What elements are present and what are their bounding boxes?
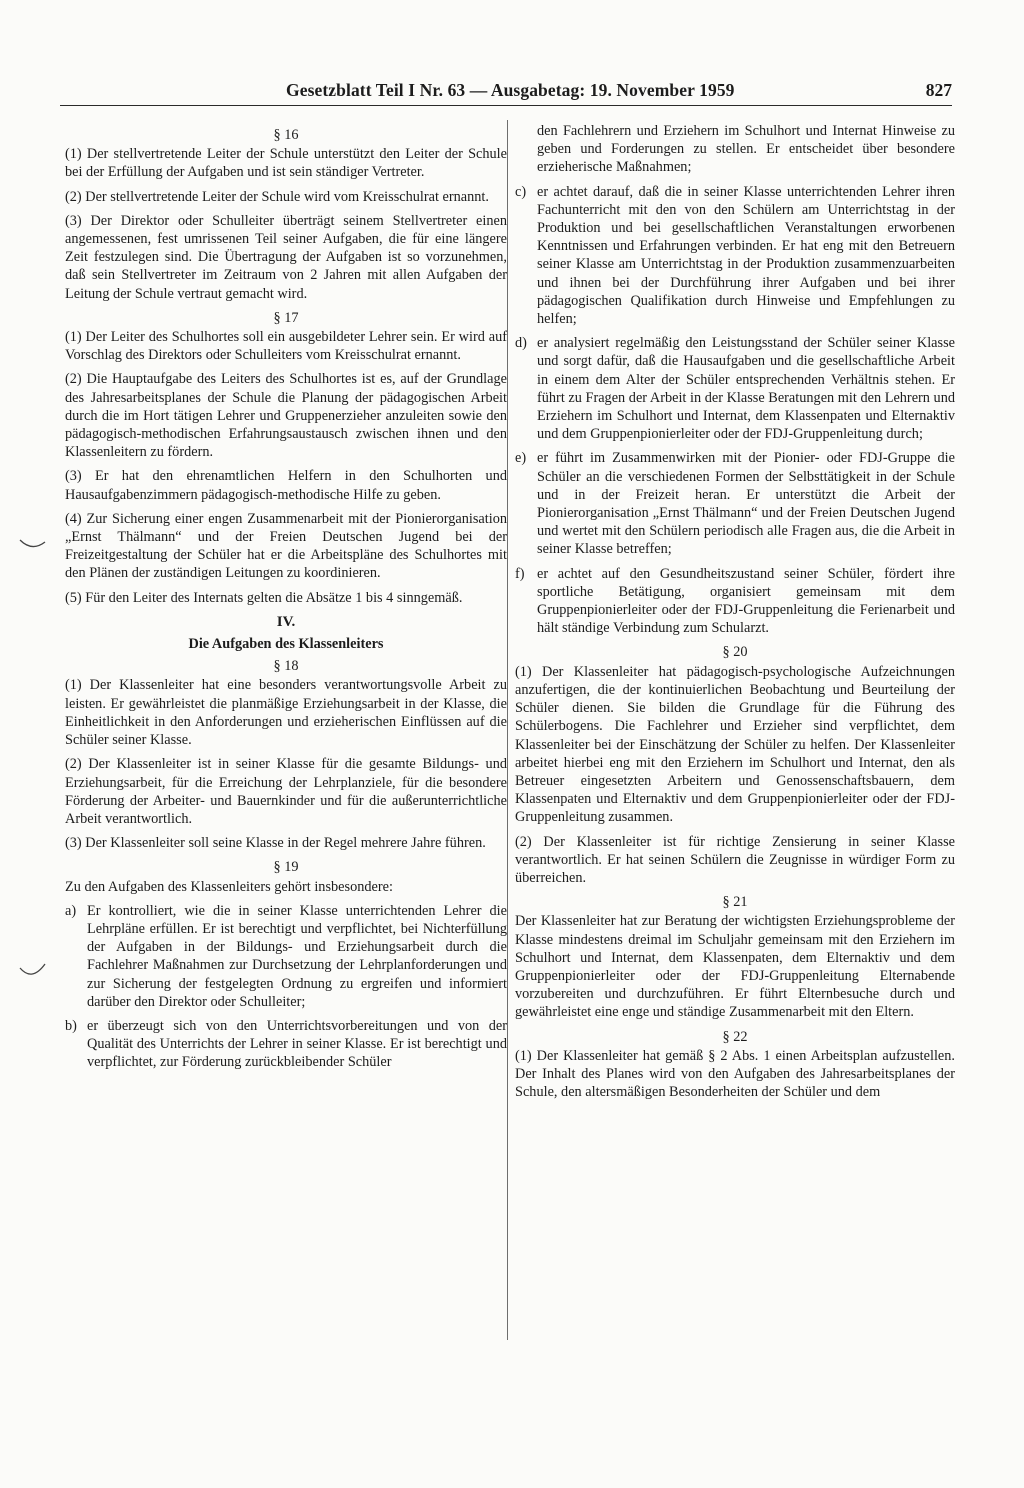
section-heading-21: § 21: [722, 894, 748, 911]
list-item: [65, 902, 507, 1011]
margin-pencil-mark: [18, 962, 48, 982]
list-item-label: b): [65, 1017, 77, 1034]
paragraph: (1) Der Leiter des Schulhortes soll ein ausgebildeter Lehrer sein. Er wird auf Vorschlag des Direktors oder Schulleiters vom Kreisschulrat ernannt.: [65, 329, 507, 364]
paragraph: (2) Der Klassenleiter ist in seiner Klasse für die gesamte Bildungs- und Erziehungsarbeit, für die Erreichung der Lehrplanziele, für die besondere Förderung der Arbeiter- und Bauernkinder und für die außerunterrichtliche Arbeit verantwortlich.: [65, 756, 507, 827]
list-item-text: er achtet auf den Gesundheitszustand seiner Schüler, fördert ihre sportliche Betätigung, organisiert gemeinsam mit dem Gruppenpionierleiter oder der FDJ-Gruppenleitung die Ferienarbeit und hält ständige Verbindung zum Schularzt.: [537, 565, 955, 637]
header-rule: [60, 105, 952, 106]
margin-pencil-mark: [18, 536, 48, 552]
section-heading-19: § 19: [273, 859, 299, 876]
chapter-number: IV.: [276, 613, 296, 630]
left-column: [65, 122, 507, 1078]
paragraph: (5) Für den Leiter des Internats gelten die Absätze 1 bis 4 sinngemäß.: [65, 589, 463, 606]
chapter-title: Die Aufgaben des Klassenleiters: [188, 636, 384, 653]
list-item-label: f): [515, 565, 525, 582]
section-heading-18: § 18: [273, 658, 299, 675]
page-number: 827: [925, 80, 952, 100]
paragraph: Zu den Aufgaben des Klassenleiters gehört insbesondere:: [65, 878, 393, 895]
paragraph: (2) Der stellvertretende Leiter der Schule wird vom Kreisschulrat ernannt.: [65, 188, 489, 205]
list-item-label: a): [65, 902, 77, 919]
right-column: [515, 122, 955, 1107]
list-item: [515, 334, 955, 443]
paragraph: (1) Der Klassenleiter hat gemäß § 2 Abs. 1 einen Arbeitsplan aufzustellen. Der Inhalt des Planes wird von den Aufgaben des Jahresarbeitsplanes der Schule, den altersmäßigen Besonderheiten der Schüler und dem: [515, 1047, 955, 1101]
list-item-text: er achtet darauf, daß die in seiner Klasse unterrichtenden Lehrer ihren Fachunterricht mit den von den Schülern am Unterrichtstag in der Produktion und bei gesellschaftlichen Veranstaltungen erworbenen Kenntnissen und Erfahrungen verbinden. Er hat eng mit den Betreuern seiner Klasse am Unterrichtstag in der Produktion zusammenzuarbeiten und ihnen bei der Durchführung ihrer Aufgaben und bei ihrer pädagogischen Qualifikation durch Hinweise und Empfehlungen zu helfen;: [537, 183, 955, 328]
list-item-label: c): [515, 183, 527, 200]
list-item: [515, 565, 955, 638]
section-heading-16: § 16: [273, 127, 299, 143]
list-item-text: er überzeugt sich von den Unterrichtsvorbereitungen und von der Qualität des Unterrichts der Lehrer in seiner Klasse. Er ist berechtigt und verpflichtet, zur Förderung zurückbleibender Schüler: [87, 1017, 507, 1071]
list-item: [515, 449, 955, 558]
paragraph: (1) Der Klassenleiter hat pädagogisch-psychologische Aufzeichnungen anzufertigen, die der kontinuierlichen Beobachtung und Beurteilung der Schüler dienen. Sie bilden die Grundlage für die Führung des Schülerbogens. Die Fachlehrer und Erzieher sind verpflichtet, dem Klassenleiter bei der Einschätzung der Schüler zu helfen. Der Klassenleiter arbeitet hierbei eng mit den Erziehern im Schulhort und Internat, den als Betreuer eingesetzten Arbeitern und Genossenschaftsbauern, dem Klassenpaten und Elternaktiv und dem Gruppenpionierleiter oder der FDJ-Gruppenleitung zusammen.: [515, 663, 955, 826]
section-heading-17: § 17: [273, 309, 299, 326]
section-heading-20: § 20: [722, 644, 748, 661]
section-heading-22: § 22: [722, 1028, 748, 1045]
list-item-text: er analysiert regelmäßig den Leistungsstand der Schüler seiner Klasse und sorgt dafür, daß die Hausaufgaben und die gesellschaftliche Arbeit in einem dem Alter der Schüler entsprechenden Verhältnis stehen. Er führt zu Fragen der Arbeit in der Klasse Beratungen mit den Lehrern und Erziehern im Schulhort und Internat, dem Klassenpaten und Elternaktiv und dem Gruppenpionierleiter oder der FDJ-Gruppenleitung durch;: [537, 335, 955, 443]
list-item-label: d): [515, 335, 527, 352]
paragraph: (2) Die Hauptaufgabe des Leiters des Schulhortes ist es, auf der Grundlage des Jahresarbeitsplanes der Schule die Planung der pädagogischen Arbeit durch die im Hort tätigen Lehrer und Gruppenerzieher anzuleiten sowie den pädagogisch-methodischen Erfahrungsaustausch zwischen ihnen und den Klassenleitern zu fördern.: [65, 371, 507, 461]
list-item-text: Er kontrolliert, wie die in seiner Klasse unterrichtenden Lehrer die Lehrpläne erfüllen. Er ist berechtigt und verpflichtet, bei Nichterfüllung der Aufgaben in der Bildungs- und Erziehungsarbeit durch die Fachlehrer Maßnahmen zur Durchsetzung der Lehrplanforderungen und zur Sicherung der festgelegten Ordnung zu ergreifen und informiert darüber den Direktor oder Schulleiter;: [87, 902, 507, 1010]
list-item: [65, 1017, 507, 1072]
paragraph: (1) Der stellvertretende Leiter der Schule unterstützt den Leiter der Schule bei der Erfüllung der Aufgaben und ist sein ständiger Vertreter.: [65, 146, 507, 181]
list-item-text: er führt im Zusammenwirken mit der Pionier- oder FDJ-Gruppe die Schüler an die verschiedenen Formen der Selbsttätigkeit in der Schule und in der Freizeit heran. Er unterstützt die Arbeit der Pionierorganisation „Ernst Thälmann“ und der Freien Deutschen Jugend und wertet mit den Schülern periodisch alle Fragen aus, die die Arbeit in seiner Klasse betreffen;: [537, 450, 955, 558]
paragraph: (4) Zur Sicherung einer engen Zusammenarbeit mit der Pionierorganisation „Ernst Thälmann“ und der Freien Deutschen Jugend bei der Freizeitgestaltung der Schüler hat er die Arbeitspläne des Schulhortes mit den Plänen der zuständigen Leitungen zu koordinieren.: [65, 510, 507, 582]
paragraph: (3) Der Klassenleiter soll seine Klasse in der Regel mehrere Jahre führen.: [65, 835, 486, 852]
list-item-continued: [515, 122, 955, 177]
page-header: [60, 80, 952, 102]
paragraph: Der Klassenleiter hat zur Beratung der wichtigsten Erziehungsprobleme der Klasse mindestens dreimal im Schuljahr gemeinsam mit den Erziehern im Schulhort und Internat, dem Klassenpaten, dem Elternaktiv und dem Gruppenpionierleiter oder der FDJ-Gruppenleitung Elternabende vorzubereiten und durchzuführen. Er führt Elternbesuche durch und gewährleistet eine enge und ständige Zusammenarbeit mit den Eltern.: [515, 913, 955, 1021]
paragraph: (1) Der Klassenleiter hat eine besonders verantwortungsvolle Arbeit zu leisten. Er gewährleistet die planmäßige Erziehungsarbeit in der Klasse, die Einheitlichkeit in den Anforderungen und erzieherischen Einflüssen auf die Schüler seiner Klasse.: [65, 677, 507, 749]
list-item: [515, 183, 955, 329]
list-item-label: e): [515, 450, 527, 467]
column-divider: [507, 120, 508, 1340]
header-title: Gesetzblatt Teil I Nr. 63 — Ausgabetag: 19. November 1959: [286, 80, 735, 100]
paragraph: (2) Der Klassenleiter ist für richtige Zensierung in seiner Klasse verantwortlich. Er hat seinen Schülern die Zeugnisse in würdiger Form zu überreichen.: [515, 833, 955, 886]
paragraph: (3) Der Direktor oder Schulleiter überträgt seinem Stellvertreter einen angemessenen, fest umrissenen Teil seiner Aufgaben, die für eine längere Zeit festzulegen sind. Die Übertragung der Aufgaben ist so vorzunehmen, daß sein Stellvertreter im Zeitraum von 2 Jahren mit allen Aufgaben der Leitung der Schule vertraut gemacht wird.: [65, 212, 507, 302]
list-item-text: den Fachlehrern und Erziehern im Schulhort und Internat Hinweise zu geben und Forderungen zu stellen. Er entscheidet über besondere erzieherische Maßnahmen;: [537, 123, 955, 176]
paragraph: (3) Er hat den ehrenamtlichen Helfern in den Schulhorten und Hausaufgabenzimmern pädagogisch-methodische Hilfe zu geben.: [65, 468, 507, 503]
